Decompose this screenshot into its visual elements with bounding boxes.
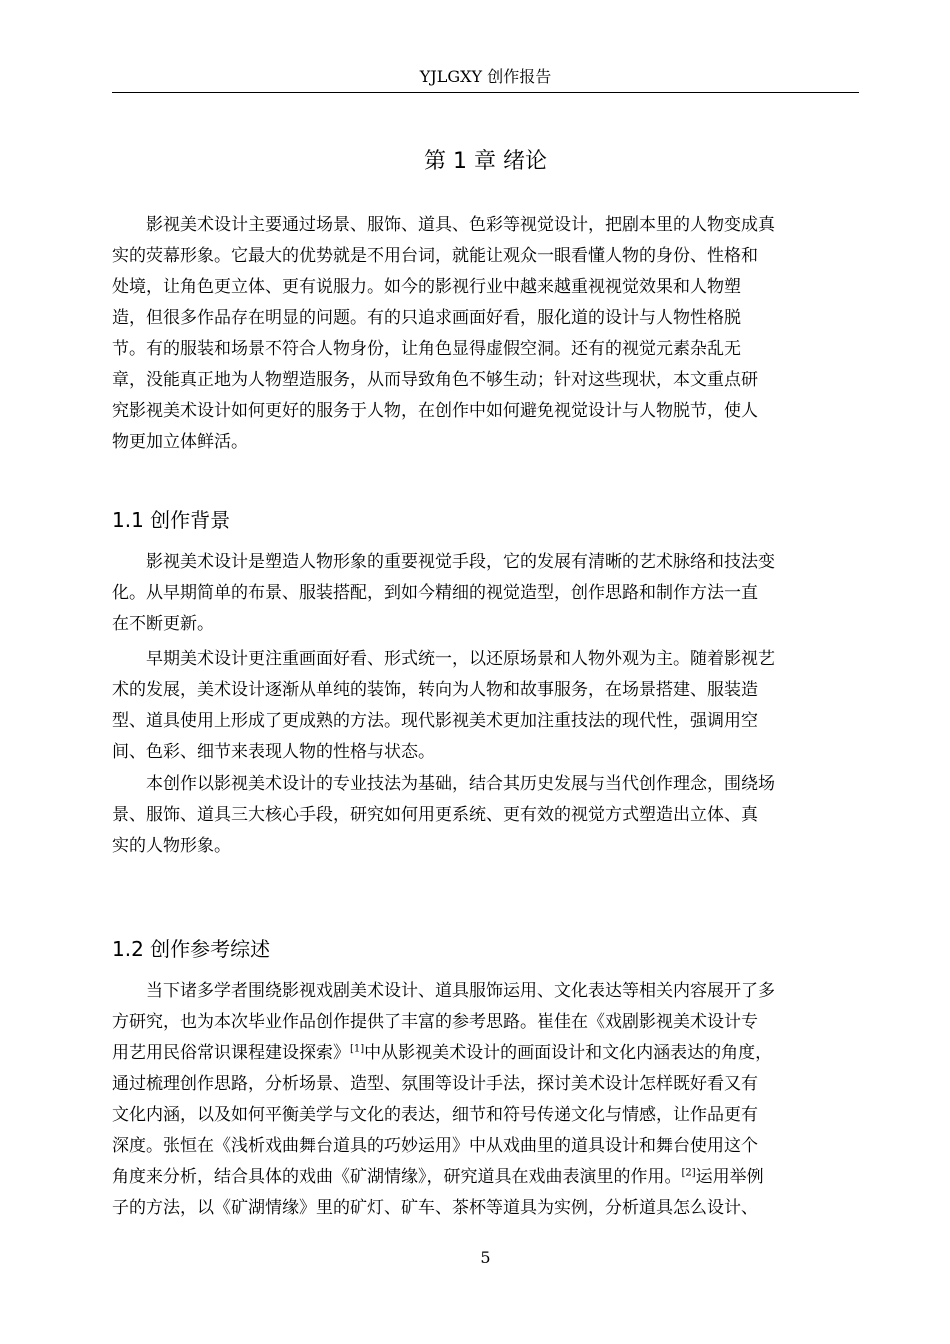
paragraph-line: 实的人物形象。	[112, 836, 231, 856]
chapter-title: 第 1 章 绪论	[424, 149, 547, 174]
paragraph-line: 文化内涵，以及如何平衡美学与文化的表达，细节和符号传递文化与情感，让作品更有	[112, 1105, 758, 1125]
paragraph-line: 通过梳理创作思路，分析场景、造型、氛围等设计手法，探讨美术设计怎样既好看又有	[112, 1074, 758, 1094]
text-run: 处境，让角色更立体、更有说服力。	[112, 277, 384, 297]
section-heading: 1.2 创作参考综述	[112, 937, 271, 961]
paragraph-line	[112, 1162, 859, 1193]
paragraph-line: 本创作以影视美术设计的专业技法为基础，结合其历史发展与当代创作理念，围绕场	[146, 774, 775, 794]
paragraph-line: 究影视美术设计如何更好的服务于人物，在创作中如何避免视觉设计与人物脱节，使人	[112, 401, 758, 421]
text-run: 中从影视美术设计的画面设计和文化内涵表达的角度，	[364, 1043, 773, 1063]
paragraph-line: 子的方法，以《矿湖情缘》里的矿灯、矿车、茶杯等道具为实例，分析道具怎么设计、	[112, 1198, 758, 1218]
text-run: 角度来分析，结合具体的戏曲《矿湖情缘》，研究道具在戏曲表演里的作用。	[112, 1167, 682, 1187]
paragraph-line: 型、道具使用上形成了更成熟的方法。现代影视美术更加注重技法的现代性，强调用空	[112, 711, 758, 731]
paragraph-line: 影视美术设计是塑造人物形象的重要视觉手段，它的发展有清晰的艺术脉络和技法变	[146, 552, 775, 572]
background-paragraph-2	[112, 644, 859, 768]
paragraph-line: 化。从早期简单的布景、服装搭配，到如今精细的视觉造型，创作思路和制作方法一直	[112, 583, 758, 603]
citation-marker: [1]	[350, 1043, 365, 1055]
paragraph-line	[112, 365, 859, 396]
paragraph-line: 景、服饰、道具三大核心手段，研究如何用更系统、更有效的视觉方式塑造出立体、真	[112, 805, 758, 825]
paragraph-line: 节。有的服装和场景不符合人物身份，让角色显得虚假空洞。还有的视觉元素杂乱无	[112, 339, 741, 359]
text-run: 章，没能真正地为人物塑造服务，从而导致角色不够生动	[112, 370, 537, 390]
text-run: 如今的影视行业中越来越重视视觉效果和人物塑	[384, 277, 741, 297]
paragraph-line: 影视美术设计主要通过场景、服饰、道具、色彩等视觉设计，把剧本里的人物变成真	[146, 215, 775, 235]
reference-review-paragraph	[112, 976, 859, 1224]
background-paragraph-3	[112, 769, 859, 862]
section-heading: 1.1 创作背景	[112, 508, 231, 532]
paragraph-line: 造，但很多作品存在明显的问题。有的只追求画面好看，服化道的设计与人物性格脱	[112, 308, 741, 328]
text-run: 用艺用民俗常识课程建设探索》	[112, 1043, 350, 1063]
paragraph-line	[112, 1038, 859, 1069]
paragraph-line: 实的荧幕形象。它最大的优势就是不用台词，就能让观众一眼看懂人物的身份、性格和	[112, 246, 758, 266]
header-rule	[112, 92, 859, 93]
paragraph-line: 在不断更新。	[112, 614, 214, 634]
paragraph-line: 深度。张恒在《浅析戏曲舞台道具的巧妙运用》中从戏曲里的道具设计和舞台使用这个	[112, 1136, 758, 1156]
paragraph-line: 间、色彩、细节来表现人物的性格与状态。	[112, 742, 435, 762]
paragraph-line	[112, 272, 859, 303]
paragraph-line: 物更加立体鲜活。	[112, 432, 248, 452]
page-number: 5	[480, 1248, 491, 1267]
intro-paragraph	[112, 210, 859, 458]
text-run: 运用举例	[695, 1167, 764, 1187]
text-run: ；针对这些现状，本文重点研	[537, 370, 758, 390]
paragraph-line: 当下诸多学者围绕影视戏剧美术设计、道具服饰运用、文化表达等相关内容展开了多	[146, 981, 775, 1001]
running-header: YJLGXY 创作报告	[419, 67, 552, 86]
background-paragraph-1	[112, 547, 859, 640]
paragraph-line: 术的发展，美术设计逐渐从单纯的装饰，转向为人物和故事服务，在场景搭建、服装造	[112, 680, 758, 700]
paragraph-line: 早期美术设计更注重画面好看、形式统一，以还原场景和人物外观为主。随着影视艺	[146, 649, 775, 669]
paragraph-line: 方研究，也为本次毕业作品创作提供了丰富的参考思路。崔佳在《戏剧影视美术设计专	[112, 1012, 758, 1032]
citation-marker: [2]	[681, 1167, 696, 1179]
